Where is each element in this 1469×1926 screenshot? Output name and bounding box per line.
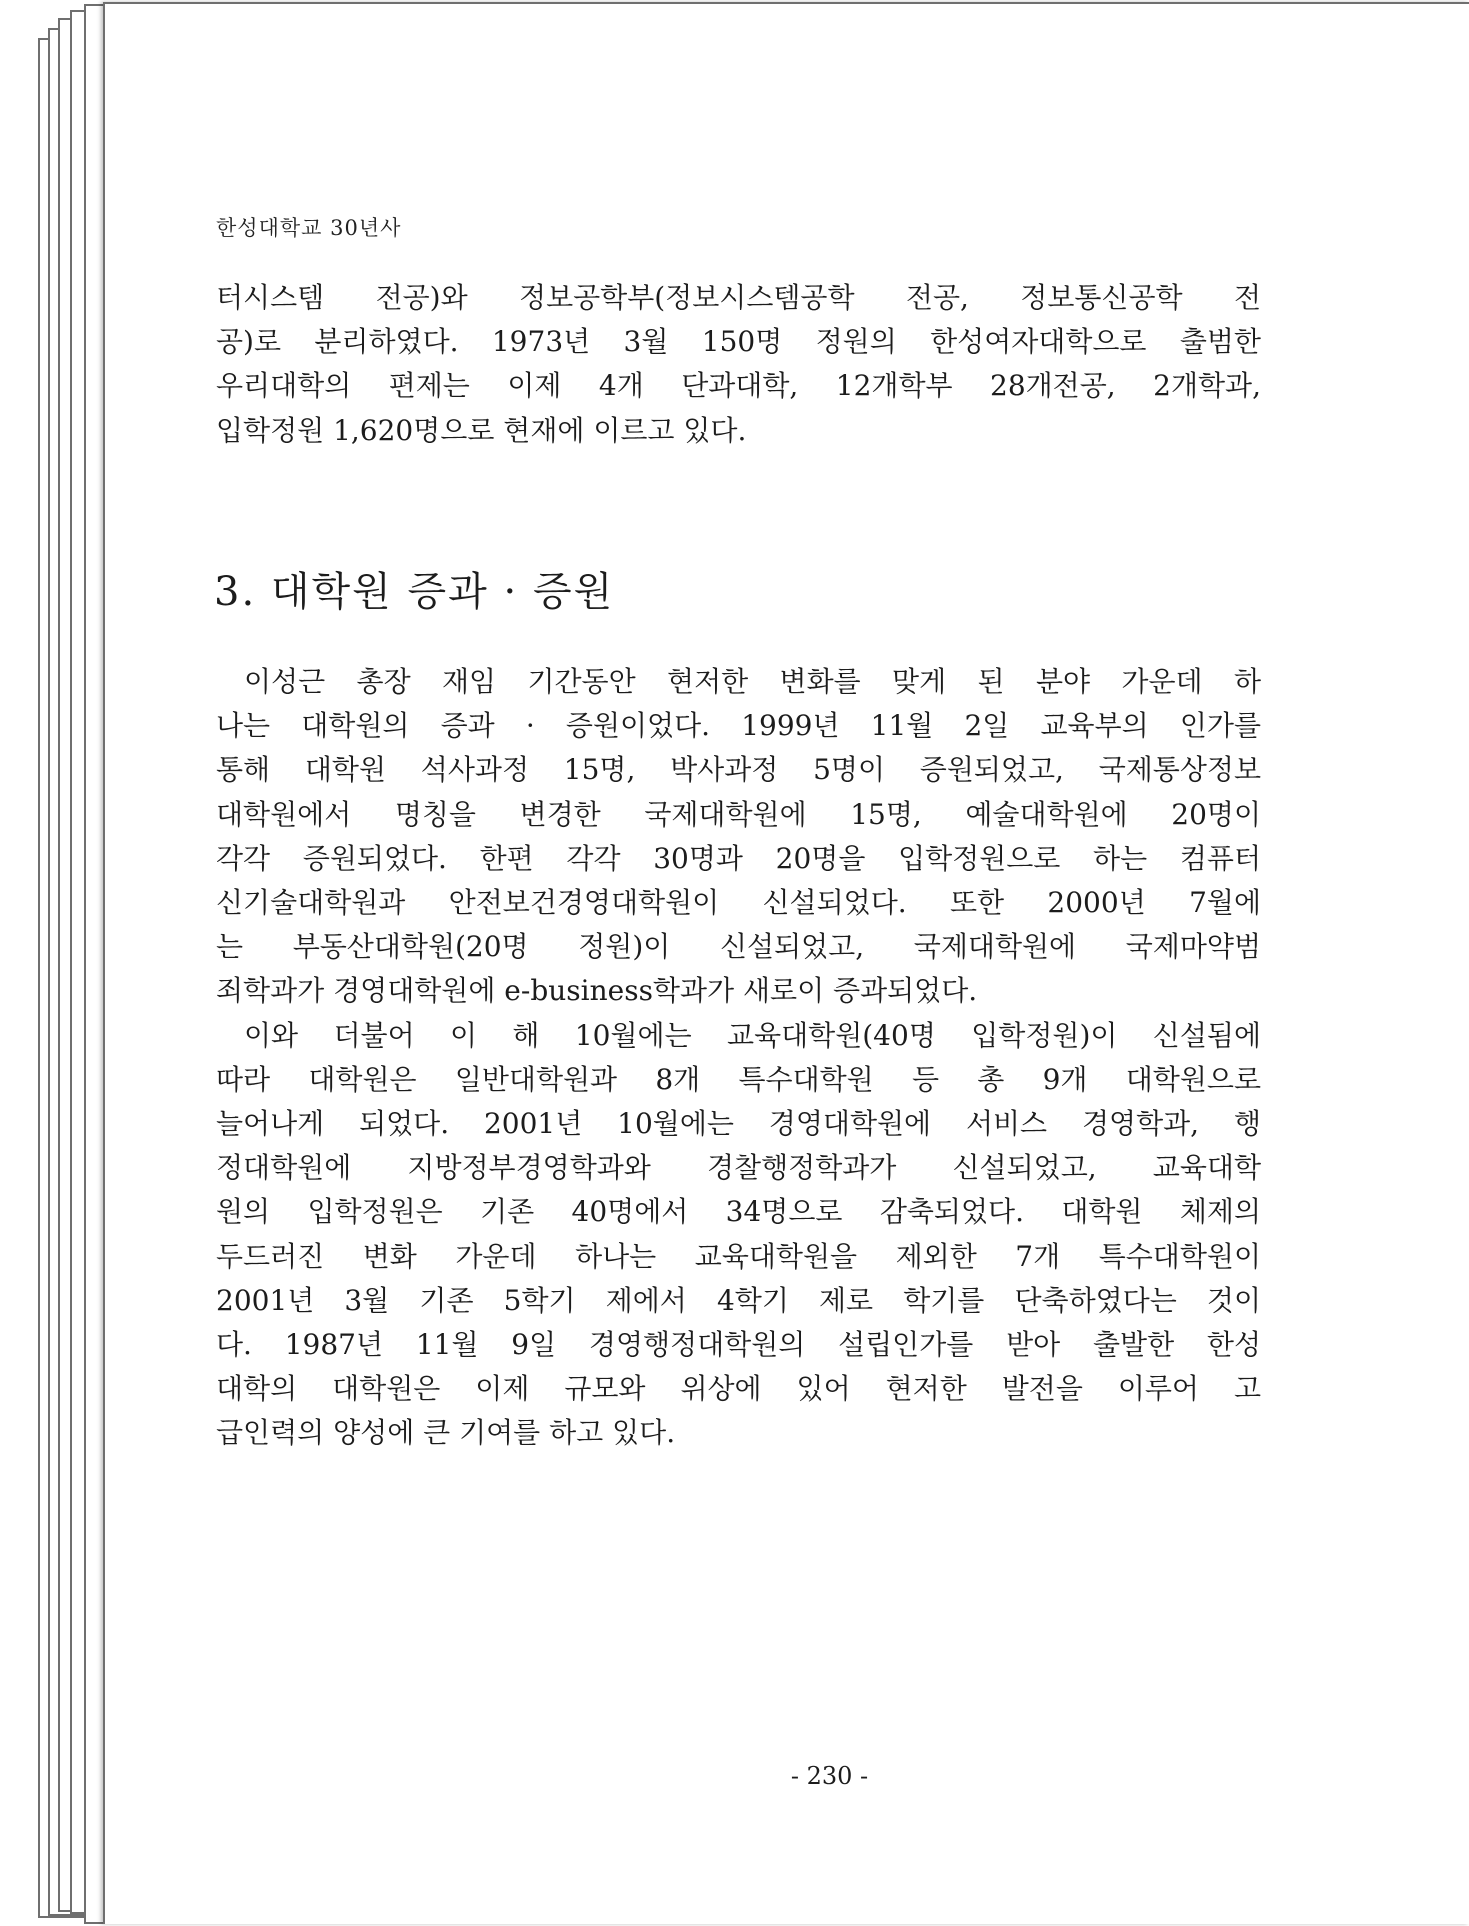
text-line: 2001년 3월 기존 5학기 제에서 4학기 제로 학기를 단축하였다는 것이: [216, 1283, 1261, 1317]
text-line: 공)로 분리하였다. 1973년 3월 150명 정원의 한성여자대학으로 출범한: [216, 325, 1261, 359]
section-title: 3. 대학원 증과 · 증원: [214, 569, 615, 615]
text-line: 이성근 총장 재임 기간동안 현저한 변화를 맞게 된 분야 가운데 하: [244, 665, 1261, 698]
text-line: 원의 입학정원은 기존 40명에서 34명으로 감축되었다. 대학원 체제의: [216, 1195, 1261, 1229]
text-line: 따라 대학원은 일반대학원과 8개 특수대학원 등 총 9개 대학원으로: [216, 1062, 1261, 1096]
text-line: 터시스템 전공)와 정보공학부(정보시스템공학 전공, 정보통신공학 전: [216, 281, 1261, 314]
text-line: 이와 더불어 이 해 10월에는 교육대학원(40명 입학정원)이 신설됨에: [244, 1018, 1261, 1052]
text-line: 정대학원에 지방정부경영학과와 경찰행정학과가 신설되었고, 교육대학: [216, 1151, 1261, 1185]
text-line: 대학원에서 명칭을 변경한 국제대학원에 15명, 예술대학원에 20명이: [216, 797, 1261, 831]
text-line: 는 부동산대학원(20명 정원)이 신설되었고, 국제대학원에 국제마약범: [216, 930, 1261, 964]
text-line: 늘어나게 되었다. 2001년 10월에는 경영대학원에 서비스 경영학과, 행: [216, 1107, 1261, 1141]
text-line: 통해 대학원 석사과정 15명, 박사과정 5명이 증원되었고, 국제통상정보: [216, 753, 1261, 787]
text-line: 두드러진 변화 가운데 하나는 교육대학원을 제외한 7개 특수대학원이: [216, 1239, 1261, 1273]
text-line: 다. 1987년 11월 9일 경영행정대학원의 설립인가를 받아 출발한 한성: [216, 1328, 1261, 1362]
text-line: 입학정원 1,620명으로 현재에 이르고 있다.: [216, 413, 747, 447]
text-line: 급인력의 양성에 큰 기여를 하고 있다.: [216, 1416, 676, 1450]
running-head: 한성대학교 30년사: [216, 216, 402, 240]
page-number: - 230 -: [790, 1762, 869, 1790]
text-line: 우리대학의 편제는 이제 4개 단과대학, 12개학부 28개전공, 2개학과,: [216, 369, 1261, 403]
text-line: 대학의 대학원은 이제 규모와 위상에 있어 현저한 발전을 이루어 고: [216, 1372, 1261, 1406]
section-body: [216, 660, 1261, 1456]
intro-paragraph: [216, 276, 1261, 453]
text-line: 신기술대학원과 안전보건경영대학원이 신설되었다. 또한 2000년 7월에: [216, 886, 1261, 920]
text-line: 죄학과가 경영대학원에 e-business학과가 새로이 증과되었다.: [216, 974, 978, 1008]
text-line: 나는 대학원의 증과 · 증원이었다. 1999년 11월 2일 교육부의 인가를: [216, 709, 1261, 743]
text-line: 각각 증원되었다. 한편 각각 30명과 20명을 입학정원으로 하는 컴퓨터: [216, 841, 1261, 875]
